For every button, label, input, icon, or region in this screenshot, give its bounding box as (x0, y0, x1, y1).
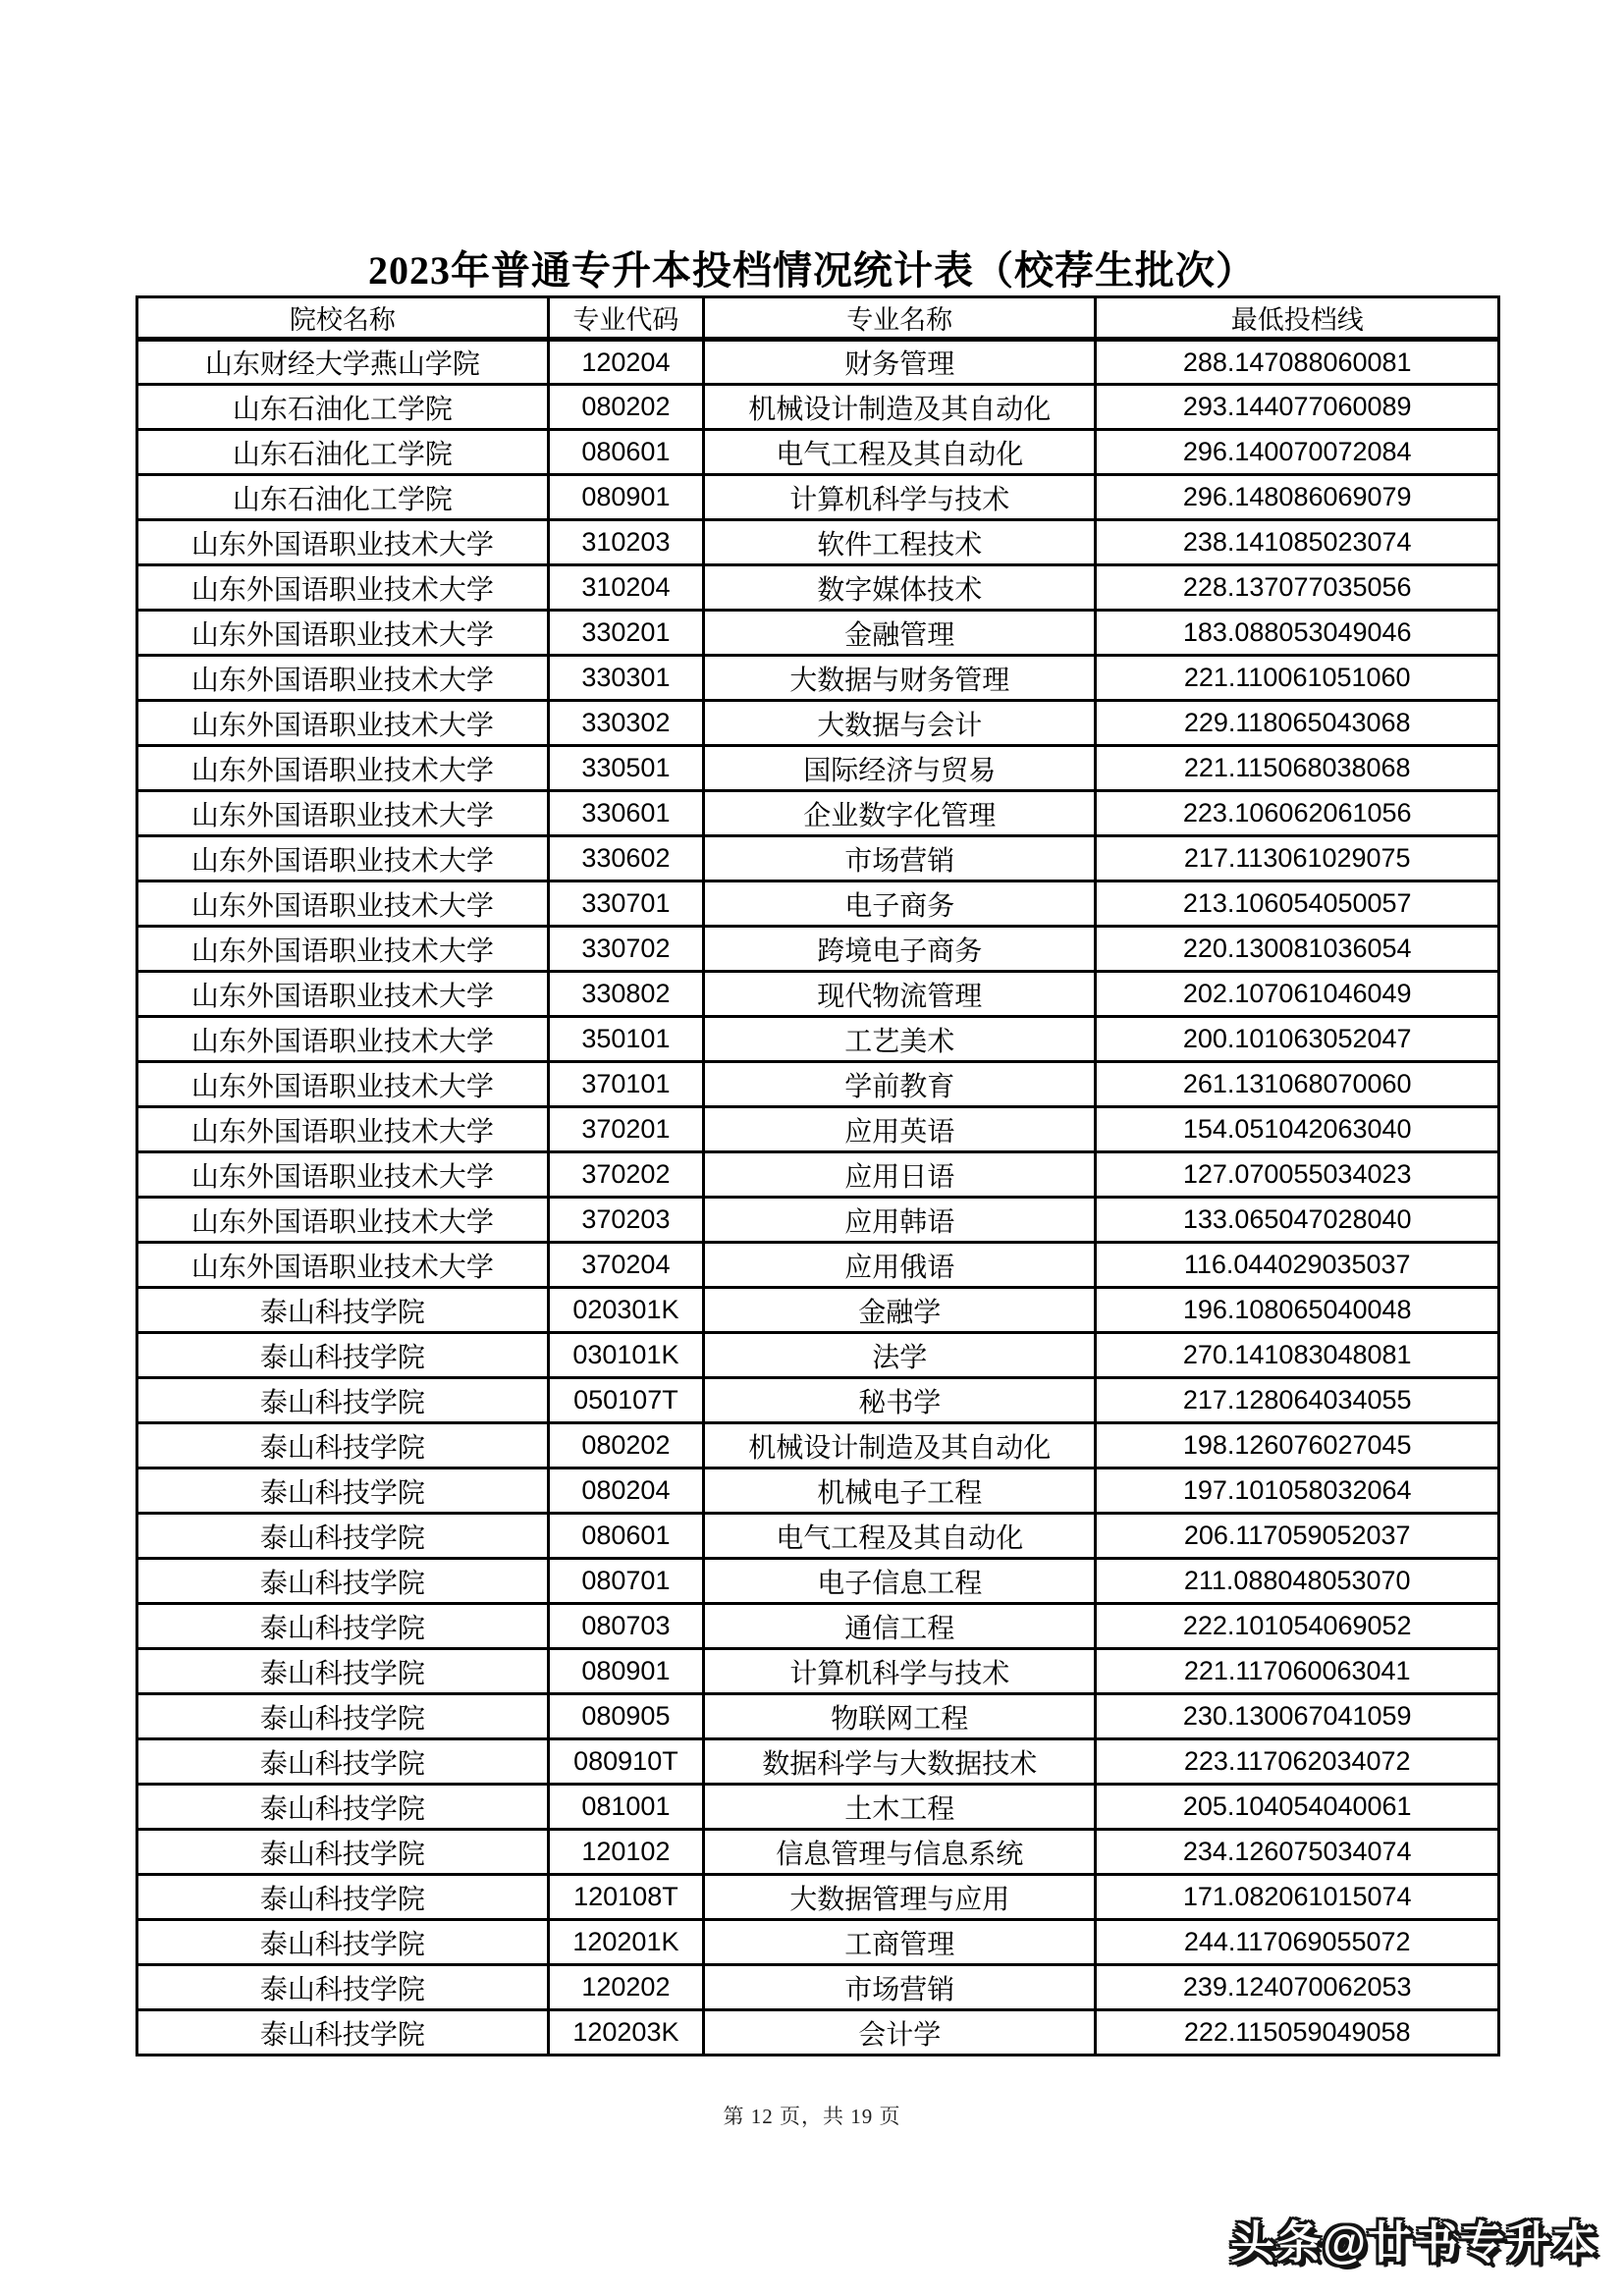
cell-major-name: 软件工程技术 (703, 520, 1095, 565)
cell-min-score: 154.051042063040 (1096, 1107, 1499, 1152)
cell-min-score: 200.101063052047 (1096, 1017, 1499, 1062)
cell-min-score: 196.108065040048 (1096, 1288, 1499, 1333)
cell-major-code: 081001 (548, 1785, 703, 1830)
cell-college-name: 山东外国语职业技术大学 (137, 1152, 549, 1198)
cell-major-code: 080701 (548, 1559, 703, 1604)
table-body (137, 340, 1499, 2056)
cell-college-name: 泰山科技学院 (137, 1739, 549, 1785)
cell-major-name: 跨境电子商务 (703, 927, 1095, 972)
cell-college-name: 山东石油化工学院 (137, 475, 549, 520)
page-number-footer: 第 12 页，共 19 页 (723, 2105, 901, 2128)
cell-major-code: 370204 (548, 1243, 703, 1288)
cell-major-name: 国际经济与贸易 (703, 746, 1095, 791)
cell-college-name: 山东外国语职业技术大学 (137, 881, 549, 927)
cell-min-score: 183.088053049046 (1096, 611, 1499, 656)
cell-major-name: 数字媒体技术 (703, 565, 1095, 611)
cell-major-code: 120108T (548, 1875, 703, 1920)
table-row (137, 1739, 1499, 1785)
table-row (137, 1468, 1499, 1514)
cell-major-name: 秘书学 (703, 1378, 1095, 1423)
cell-major-code: 080910T (548, 1739, 703, 1785)
cell-major-code: 120201K (548, 1920, 703, 1965)
watermark-text: 头条@廿书专升本 (1230, 2217, 1598, 2268)
cell-major-code: 330302 (548, 701, 703, 746)
table-row (137, 2010, 1499, 2056)
cell-min-score: 211.088048053070 (1096, 1559, 1499, 1604)
cell-min-score: 270.141083048081 (1096, 1333, 1499, 1378)
cell-college-name: 山东外国语职业技术大学 (137, 746, 549, 791)
cell-major-name: 计算机科学与技术 (703, 475, 1095, 520)
cell-major-name: 土木工程 (703, 1785, 1095, 1830)
cell-major-name: 金融管理 (703, 611, 1095, 656)
cell-college-name: 山东外国语职业技术大学 (137, 836, 549, 881)
cell-college-name: 山东外国语职业技术大学 (137, 927, 549, 972)
cell-major-name: 计算机科学与技术 (703, 1649, 1095, 1694)
table-row (137, 611, 1499, 656)
table-row (137, 1830, 1499, 1875)
table-row (137, 1017, 1499, 1062)
cell-major-name: 电子商务 (703, 881, 1095, 927)
cell-college-name: 泰山科技学院 (137, 1378, 549, 1423)
column-header-college: 院校名称 (137, 297, 549, 340)
cell-college-name: 泰山科技学院 (137, 1333, 549, 1378)
cell-major-name: 大数据与会计 (703, 701, 1095, 746)
table-row (137, 1107, 1499, 1152)
cell-college-name: 泰山科技学院 (137, 1830, 549, 1875)
cell-major-name: 信息管理与信息系统 (703, 1830, 1095, 1875)
cell-major-code: 120202 (548, 1965, 703, 2010)
cell-min-score: 221.110061051060 (1096, 656, 1499, 701)
cell-major-code: 330702 (548, 927, 703, 972)
cell-major-name: 机械设计制造及其自动化 (703, 1423, 1095, 1468)
cell-college-name: 山东石油化工学院 (137, 385, 549, 430)
cell-major-name: 现代物流管理 (703, 972, 1095, 1017)
cell-min-score: 288.147088060081 (1096, 340, 1499, 385)
cell-college-name: 山东财经大学燕山学院 (137, 340, 549, 385)
cell-major-code: 330601 (548, 791, 703, 836)
cell-college-name: 泰山科技学院 (137, 1920, 549, 1965)
cell-min-score: 171.082061015074 (1096, 1875, 1499, 1920)
cell-major-name: 电气工程及其自动化 (703, 1514, 1095, 1559)
cell-major-code: 120204 (548, 340, 703, 385)
cell-major-code: 120203K (548, 2010, 703, 2056)
table-row (137, 791, 1499, 836)
cell-min-score: 197.101058032064 (1096, 1468, 1499, 1514)
cell-college-name: 山东外国语职业技术大学 (137, 972, 549, 1017)
cell-min-score: 220.130081036054 (1096, 927, 1499, 972)
cell-major-code: 030101K (548, 1333, 703, 1378)
cell-college-name: 山东外国语职业技术大学 (137, 611, 549, 656)
admission-score-table (135, 295, 1500, 2056)
table-row (137, 1288, 1499, 1333)
table-row (137, 1333, 1499, 1378)
cell-major-code: 350101 (548, 1017, 703, 1062)
cell-major-name: 会计学 (703, 2010, 1095, 2056)
cell-major-name: 市场营销 (703, 836, 1095, 881)
cell-college-name: 山东外国语职业技术大学 (137, 791, 549, 836)
cell-college-name: 泰山科技学院 (137, 1423, 549, 1468)
table-row (137, 520, 1499, 565)
cell-major-code: 310204 (548, 565, 703, 611)
cell-college-name: 泰山科技学院 (137, 1649, 549, 1694)
cell-college-name: 泰山科技学院 (137, 1785, 549, 1830)
cell-min-score: 127.070055034023 (1096, 1152, 1499, 1198)
cell-major-code: 080202 (548, 385, 703, 430)
cell-major-code: 080601 (548, 430, 703, 475)
cell-major-code: 080901 (548, 1649, 703, 1694)
column-header-major-code: 专业代码 (548, 297, 703, 340)
table-row (137, 385, 1499, 430)
column-header-min-score: 最低投档线 (1096, 297, 1499, 340)
cell-min-score: 206.117059052037 (1096, 1514, 1499, 1559)
cell-min-score: 217.113061029075 (1096, 836, 1499, 881)
cell-min-score: 296.140070072084 (1096, 430, 1499, 475)
table-row (137, 1965, 1499, 2010)
cell-min-score: 217.128064034055 (1096, 1378, 1499, 1423)
cell-college-name: 山东外国语职业技术大学 (137, 1243, 549, 1288)
cell-major-name: 大数据管理与应用 (703, 1875, 1095, 1920)
table-row (137, 1604, 1499, 1649)
cell-min-score: 198.126076027045 (1096, 1423, 1499, 1468)
cell-major-name: 应用英语 (703, 1107, 1095, 1152)
cell-major-code: 330701 (548, 881, 703, 927)
cell-major-name: 应用俄语 (703, 1243, 1095, 1288)
cell-min-score: 222.115059049058 (1096, 2010, 1499, 2056)
cell-college-name: 泰山科技学院 (137, 1288, 549, 1333)
cell-major-code: 330501 (548, 746, 703, 791)
cell-major-code: 020301K (548, 1288, 703, 1333)
cell-major-code: 080703 (548, 1604, 703, 1649)
table-row (137, 927, 1499, 972)
cell-major-code: 080202 (548, 1423, 703, 1468)
cell-college-name: 泰山科技学院 (137, 1559, 549, 1604)
table-row (137, 340, 1499, 385)
table-row (137, 881, 1499, 927)
cell-min-score: 238.141085023074 (1096, 520, 1499, 565)
cell-min-score: 222.101054069052 (1096, 1604, 1499, 1649)
cell-college-name: 山东外国语职业技术大学 (137, 1198, 549, 1243)
cell-major-code: 310203 (548, 520, 703, 565)
table-row (137, 1514, 1499, 1559)
cell-college-name: 山东外国语职业技术大学 (137, 1017, 549, 1062)
cell-min-score: 223.106062061056 (1096, 791, 1499, 836)
table-row (137, 1649, 1499, 1694)
cell-min-score: 221.117060063041 (1096, 1649, 1499, 1694)
table-row (137, 565, 1499, 611)
cell-college-name: 山东外国语职业技术大学 (137, 565, 549, 611)
cell-major-name: 机械电子工程 (703, 1468, 1095, 1514)
column-header-major-name: 专业名称 (703, 297, 1095, 340)
cell-min-score: 293.144077060089 (1096, 385, 1499, 430)
cell-min-score: 202.107061046049 (1096, 972, 1499, 1017)
table-header (137, 297, 1499, 340)
cell-major-name: 学前教育 (703, 1062, 1095, 1107)
page-title: 2023年普通专升本投档情况统计表（校荐生批次） (368, 248, 1256, 293)
cell-college-name: 泰山科技学院 (137, 1468, 549, 1514)
cell-min-score: 230.130067041059 (1096, 1694, 1499, 1739)
cell-major-name: 数据科学与大数据技术 (703, 1739, 1095, 1785)
cell-major-code: 080905 (548, 1694, 703, 1739)
cell-major-name: 财务管理 (703, 340, 1095, 385)
cell-major-name: 物联网工程 (703, 1694, 1095, 1739)
cell-major-code: 370201 (548, 1107, 703, 1152)
cell-major-name: 法学 (703, 1333, 1095, 1378)
cell-major-name: 应用日语 (703, 1152, 1095, 1198)
cell-major-code: 080204 (548, 1468, 703, 1514)
table-row (137, 1785, 1499, 1830)
cell-major-code: 330201 (548, 611, 703, 656)
table-row (137, 1920, 1499, 1965)
cell-college-name: 山东石油化工学院 (137, 430, 549, 475)
cell-min-score: 205.104054040061 (1096, 1785, 1499, 1830)
cell-major-name: 电子信息工程 (703, 1559, 1095, 1604)
table-header-row (137, 297, 1499, 340)
cell-major-name: 机械设计制造及其自动化 (703, 385, 1095, 430)
cell-major-code: 330301 (548, 656, 703, 701)
cell-min-score: 239.124070062053 (1096, 1965, 1499, 2010)
table-row (137, 430, 1499, 475)
cell-major-name: 工艺美术 (703, 1017, 1095, 1062)
cell-min-score: 228.137077035056 (1096, 565, 1499, 611)
cell-min-score: 116.044029035037 (1096, 1243, 1499, 1288)
table-row (137, 972, 1499, 1017)
cell-college-name: 山东外国语职业技术大学 (137, 701, 549, 746)
cell-major-name: 市场营销 (703, 1965, 1095, 2010)
cell-major-name: 工商管理 (703, 1920, 1095, 1965)
cell-college-name: 山东外国语职业技术大学 (137, 1062, 549, 1107)
cell-major-code: 080601 (548, 1514, 703, 1559)
table-row (137, 1559, 1499, 1604)
table-row (137, 1875, 1499, 1920)
cell-min-score: 234.126075034074 (1096, 1830, 1499, 1875)
table-row (137, 1198, 1499, 1243)
cell-college-name: 泰山科技学院 (137, 1514, 549, 1559)
table-row (137, 746, 1499, 791)
table-row (137, 475, 1499, 520)
table-row (137, 1062, 1499, 1107)
cell-college-name: 泰山科技学院 (137, 1604, 549, 1649)
cell-college-name: 山东外国语职业技术大学 (137, 656, 549, 701)
cell-major-code: 370202 (548, 1152, 703, 1198)
table-row (137, 836, 1499, 881)
table-row (137, 656, 1499, 701)
cell-major-name: 通信工程 (703, 1604, 1095, 1649)
cell-college-name: 泰山科技学院 (137, 2010, 549, 2056)
cell-min-score: 244.117069055072 (1096, 1920, 1499, 1965)
cell-major-code: 370101 (548, 1062, 703, 1107)
cell-min-score: 229.118065043068 (1096, 701, 1499, 746)
table-row (137, 701, 1499, 746)
cell-min-score: 213.106054050057 (1096, 881, 1499, 927)
cell-major-name: 电气工程及其自动化 (703, 430, 1095, 475)
cell-major-name: 企业数字化管理 (703, 791, 1095, 836)
table-row (137, 1423, 1499, 1468)
cell-college-name: 泰山科技学院 (137, 1694, 549, 1739)
cell-college-name: 山东外国语职业技术大学 (137, 520, 549, 565)
cell-min-score: 261.131068070060 (1096, 1062, 1499, 1107)
cell-major-code: 050107T (548, 1378, 703, 1423)
cell-major-code: 120102 (548, 1830, 703, 1875)
table-row (137, 1694, 1499, 1739)
cell-major-name: 金融学 (703, 1288, 1095, 1333)
cell-college-name: 泰山科技学院 (137, 1875, 549, 1920)
cell-min-score: 133.065047028040 (1096, 1198, 1499, 1243)
cell-major-code: 330602 (548, 836, 703, 881)
cell-major-code: 370203 (548, 1198, 703, 1243)
table-row (137, 1378, 1499, 1423)
cell-college-name: 泰山科技学院 (137, 1965, 549, 2010)
cell-college-name: 山东外国语职业技术大学 (137, 1107, 549, 1152)
cell-min-score: 221.115068038068 (1096, 746, 1499, 791)
cell-major-name: 应用韩语 (703, 1198, 1095, 1243)
cell-min-score: 296.148086069079 (1096, 475, 1499, 520)
cell-major-code: 080901 (548, 475, 703, 520)
cell-min-score: 223.117062034072 (1096, 1739, 1499, 1785)
cell-major-name: 大数据与财务管理 (703, 656, 1095, 701)
table-row (137, 1152, 1499, 1198)
table-row (137, 1243, 1499, 1288)
cell-major-code: 330802 (548, 972, 703, 1017)
